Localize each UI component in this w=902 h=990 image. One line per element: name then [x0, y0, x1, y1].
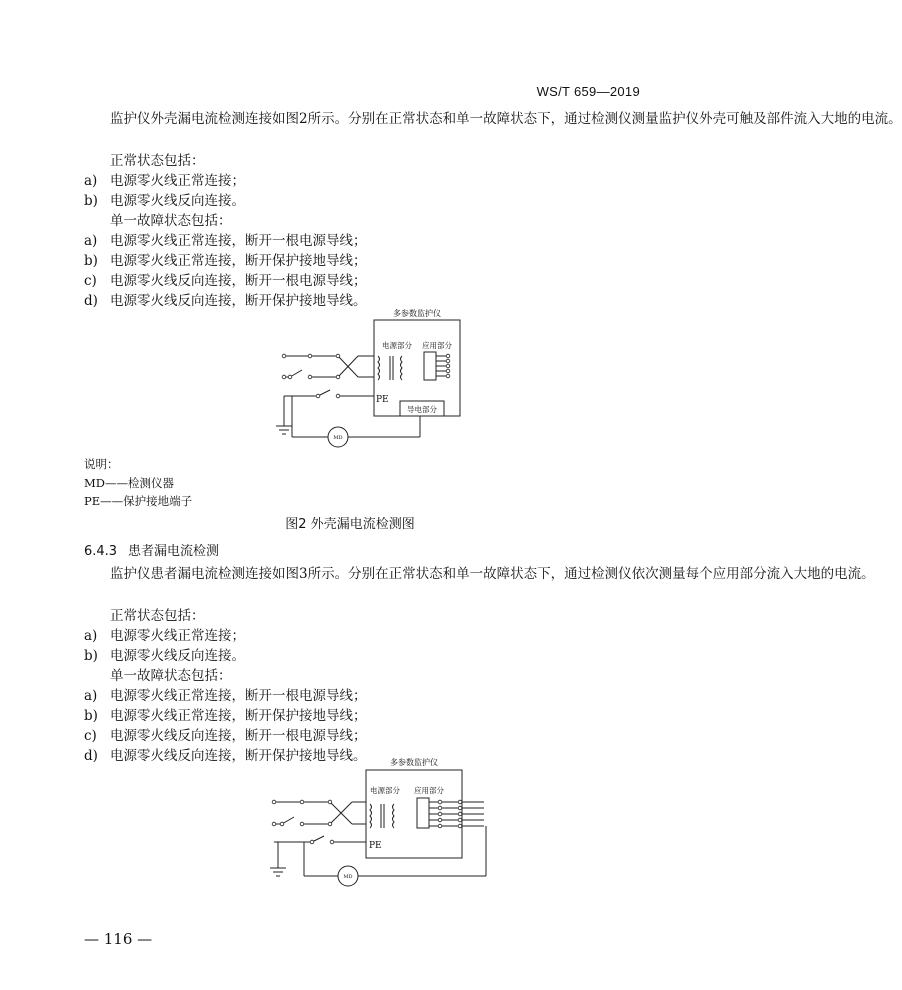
applied-part-label: 应用部分 [414, 786, 444, 795]
list-item [84, 686, 367, 706]
legend-item-md: MD——检测仪器 [84, 476, 174, 490]
section2-normal-heading: 正常状态包括： [110, 608, 205, 624]
section-title: 患者漏电流检测 [128, 544, 220, 559]
list-mark: b) [84, 648, 98, 664]
list-text: 电源零火线正常连接，断开一根电源导线； [110, 233, 367, 249]
list-mark: a) [84, 233, 98, 249]
list-item [84, 626, 245, 646]
list-mark: d) [84, 748, 98, 764]
figure3-circuit-diagram [264, 760, 494, 890]
list-text: 电源零火线正常连接，断开保护接地导线； [110, 253, 367, 269]
list-text: 电源零火线正常连接； [110, 628, 245, 644]
list-mark: b) [84, 193, 98, 209]
figure2-caption: 图2 外壳漏电流检测图 [285, 517, 415, 532]
legend-item-pe: PE——保护接地端子 [84, 494, 193, 508]
list-mark: a) [84, 173, 98, 189]
list-mark: a) [84, 628, 98, 644]
list-item [84, 231, 367, 251]
standard-code: WS/T 659—2019 [536, 84, 640, 99]
section1-intro: 监护仪外壳漏电流检测连接如图2所示。分别在正常状态和单一故障状态下，通过检测仪测量监护仪外壳可触及部件流入大地的电流。 [110, 111, 902, 127]
legend-title: 说明： [84, 457, 119, 471]
list-text: 电源零火线正常连接，断开一根电源导线； [110, 688, 367, 704]
page-number: — 116 — [84, 930, 153, 948]
list-text: 电源零火线反向连接，断开保护接地导线。 [110, 293, 367, 309]
list-item [84, 171, 245, 191]
conductive-part-label: 导电部分 [407, 405, 437, 414]
list-item [84, 191, 245, 211]
list-text: 电源零火线正常连接； [110, 173, 245, 189]
section2-fault-heading: 单一故障状态包括： [110, 668, 232, 684]
md-label: MD [343, 874, 353, 880]
list-item [84, 251, 367, 271]
list-mark: d) [84, 293, 98, 309]
power-part-label: 电源部分 [382, 341, 412, 350]
applied-part-label: 应用部分 [422, 341, 452, 350]
list-item [84, 726, 367, 746]
md-label: MD [333, 435, 343, 441]
list-text: 电源零火线反向连接，断开保护接地导线。 [110, 748, 367, 764]
list-item [84, 706, 367, 726]
list-text: 电源零火线反向连接。 [110, 193, 245, 209]
list-text: 电源零火线反向连接，断开一根电源导线； [110, 728, 367, 744]
list-text: 电源零火线反向连接，断开一根电源导线； [110, 273, 367, 289]
list-mark: b) [84, 253, 98, 269]
list-mark: c) [84, 728, 97, 744]
section1-fault-heading: 单一故障状态包括： [110, 213, 232, 229]
list-mark: a) [84, 688, 98, 704]
section-heading [84, 540, 219, 559]
section2-intro: 监护仪患者漏电流检测连接如图3所示。分别在正常状态和单一故障状态下，通过检测仪依次测量每个应用部分流入大地的电流。 [110, 566, 875, 582]
list-item [84, 271, 367, 291]
list-mark: b) [84, 708, 98, 724]
list-mark: c) [84, 273, 97, 289]
section1-normal-heading: 正常状态包括： [110, 153, 205, 169]
power-part-label: 电源部分 [370, 786, 400, 795]
monitor-label: 多参数监护仪 [390, 758, 438, 767]
list-text: 电源零火线反向连接。 [110, 648, 245, 664]
section-number: 6.4.3 [84, 544, 118, 559]
list-text: 电源零火线正常连接，断开保护接地导线； [110, 708, 367, 724]
pe-label: PE [369, 841, 382, 851]
pe-label: PE [376, 395, 389, 405]
list-item [84, 646, 245, 666]
figure2-circuit-diagram [270, 306, 490, 450]
monitor-label: 多参数监护仪 [393, 309, 441, 318]
